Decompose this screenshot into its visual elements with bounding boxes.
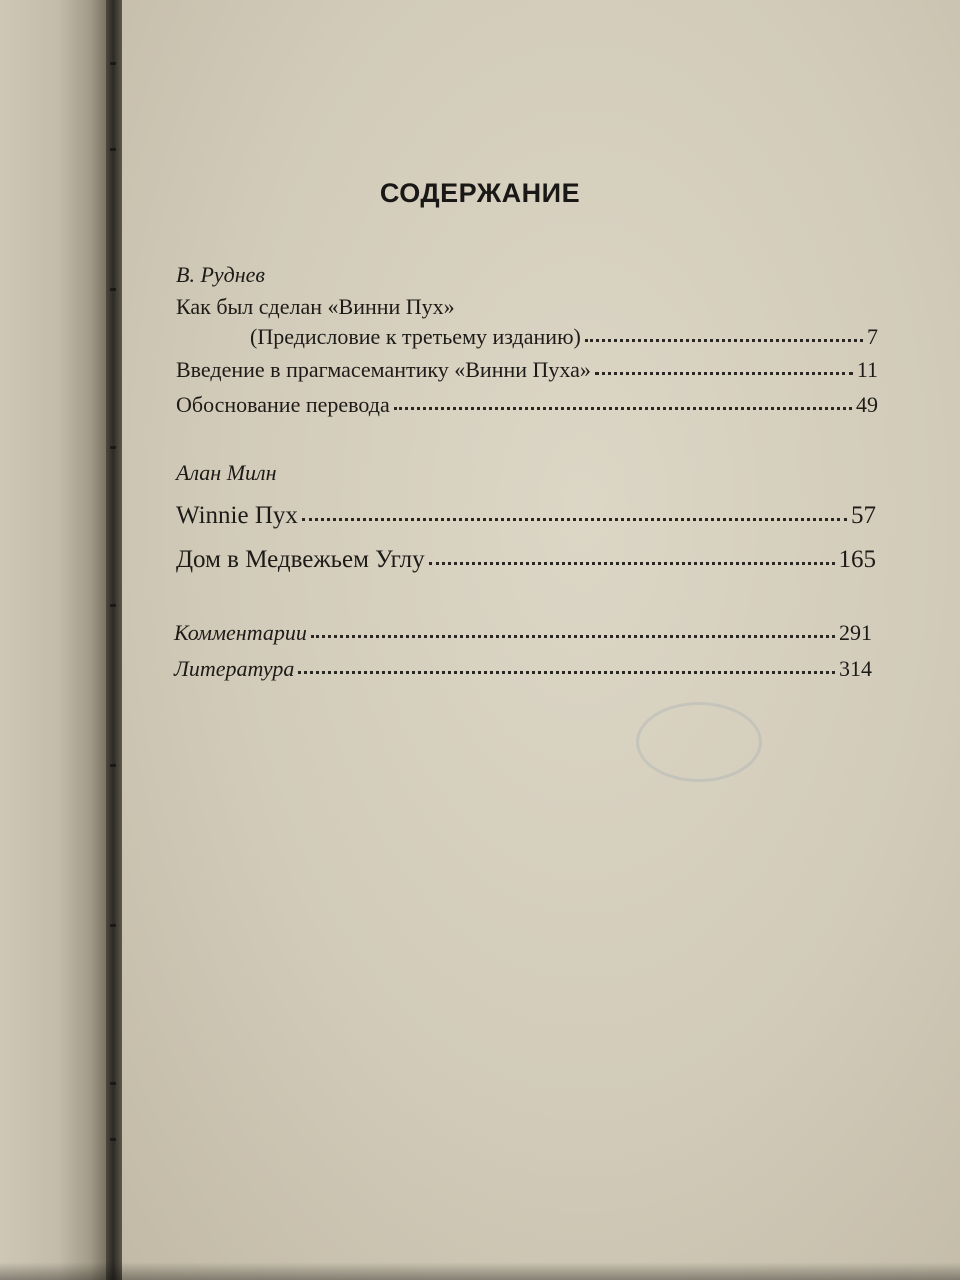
dot-leader (595, 359, 853, 375)
toc-entry (174, 620, 872, 646)
toc-entry-page: 49 (856, 392, 878, 417)
toc-entry (174, 656, 872, 682)
toc-entry-page: 314 (839, 656, 872, 681)
binding-stitch (110, 764, 116, 767)
toc-entry-title: Введение в прагмасемантику «Винни Пуха» (176, 357, 591, 382)
toc-entry-title: Литература (174, 656, 295, 681)
dot-leader (298, 658, 835, 674)
binding-stitch (110, 1138, 116, 1141)
toc-entry (250, 324, 878, 350)
toc-entry-title: (Предисловие к третьему изданию) (250, 324, 581, 349)
toc-entry-page: 7 (867, 324, 878, 349)
dot-leader (429, 547, 835, 565)
toc-entry-title: Обоснование перевода (176, 392, 390, 417)
toc-entry-title: Winnie Пух (176, 502, 298, 529)
section-author: Алан Милн (176, 460, 277, 485)
toc-entry-title: Комментарии (174, 620, 307, 645)
dot-leader (302, 503, 847, 521)
binding-stitch (110, 1082, 116, 1085)
toc-entry-page: 165 (838, 546, 876, 573)
section-author: В. Руднев (176, 262, 265, 287)
toc-entry-title: Дом в Медвежьем Углу (176, 546, 425, 573)
dot-leader (394, 394, 852, 410)
binding-stitch (110, 604, 116, 607)
toc-entry-page: 11 (856, 357, 878, 382)
binding-stitch (110, 62, 116, 65)
toc-entry-page: 291 (839, 620, 872, 645)
binding-stitch (110, 446, 116, 449)
toc-entry-page: 57 (851, 502, 876, 529)
dot-leader (585, 326, 863, 342)
binding-stitch (110, 148, 116, 151)
faint-stamp-show-through (636, 702, 762, 782)
toc-entry (176, 546, 876, 574)
page-title: СОДЕРЖАНИЕ (379, 178, 581, 208)
binding-stitch (110, 288, 116, 291)
page-shadow (0, 1262, 960, 1280)
toc-entry (176, 392, 878, 418)
dot-leader (311, 622, 835, 638)
toc-entry (176, 502, 876, 530)
toc-entry-title: Как был сделан «Винни Пух» (176, 294, 455, 319)
toc-entry (176, 357, 878, 383)
binding-stitch (110, 924, 116, 927)
